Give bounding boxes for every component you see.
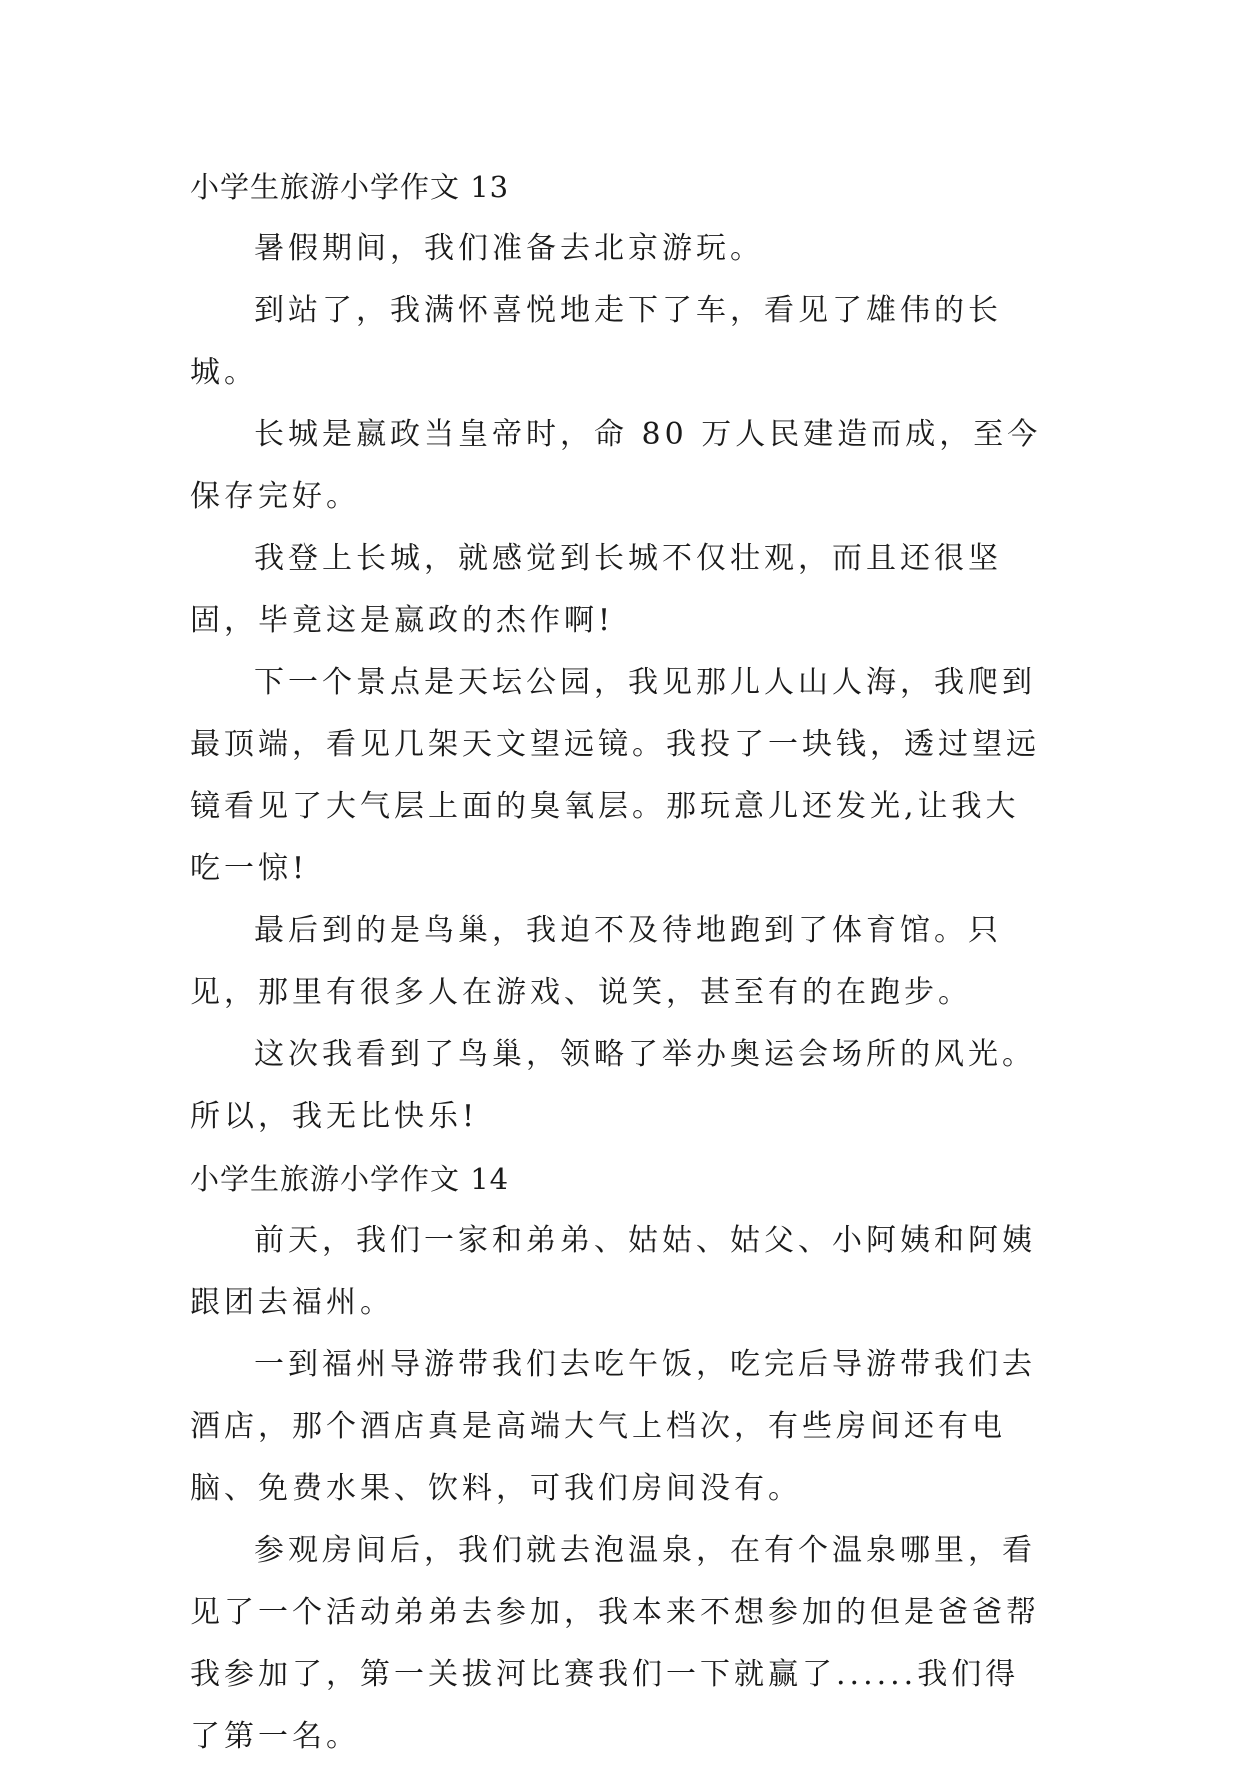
essay-13-paragraph: 下一个景点是天坛公园，我见那儿人山人海，我爬到最顶端，看见几架天文望远镜。我投了一块钱，透过望远镜看见了大气层上面的臭氧层。那玩意儿还发光,让我大吃一惊! (190, 665, 1040, 886)
essay-13-paragraph: 最后到的是鸟巢，我迫不及待地跑到了体育馆。只见，那里有很多人在游戏、说笑，甚至有的在跑步。 (190, 913, 1002, 1010)
essay-13-paragraph: 这次我看到了鸟巢，领略了举办奥运会场所的风光。所以，我无比快乐! (190, 1037, 1036, 1134)
essay-14-title: 小学生旅游小学作文 14 (190, 1162, 510, 1196)
essay-13-paragraph: 长城是嬴政当皇帝时，命 80 万人民建造而成，至今保存完好。 (190, 417, 1042, 514)
essay-14-paragraph: 前天，我们一家和弟弟、姑姑、姑父、小阿姨和阿姨跟团去福州。 (190, 1223, 1036, 1320)
essay-14-paragraph: 一到福州导游带我们去吃午饭，吃完后导游带我们去酒店，那个酒店真是高端大气上档次，有些房间还有电脑、免费水果、饮料，可我们房间没有。 (190, 1347, 1036, 1506)
essay-13-paragraph: 我登上长城，就感觉到长城不仅壮观，而且还很坚固，毕竟这是嬴政的杰作啊! (190, 541, 1002, 638)
essay-13-paragraph: 到站了，我满怀喜悦地走下了车，看见了雄伟的长城。 (190, 293, 1002, 390)
document-body (190, 156, 1050, 1768)
essay-13-paragraph: 暑假期间，我们准备去北京游玩。 (254, 231, 764, 266)
essay-14-paragraph: 参观房间后，我们就去泡温泉，在有个温泉哪里，看见了一个活动弟弟去参加，我本来不想参加的但是爸爸帮我参加了，第一关拔河比赛我们一下就赢了......我们得了第一名。 (190, 1533, 1040, 1754)
essay-13-title: 小学生旅游小学作文 13 (190, 170, 510, 204)
